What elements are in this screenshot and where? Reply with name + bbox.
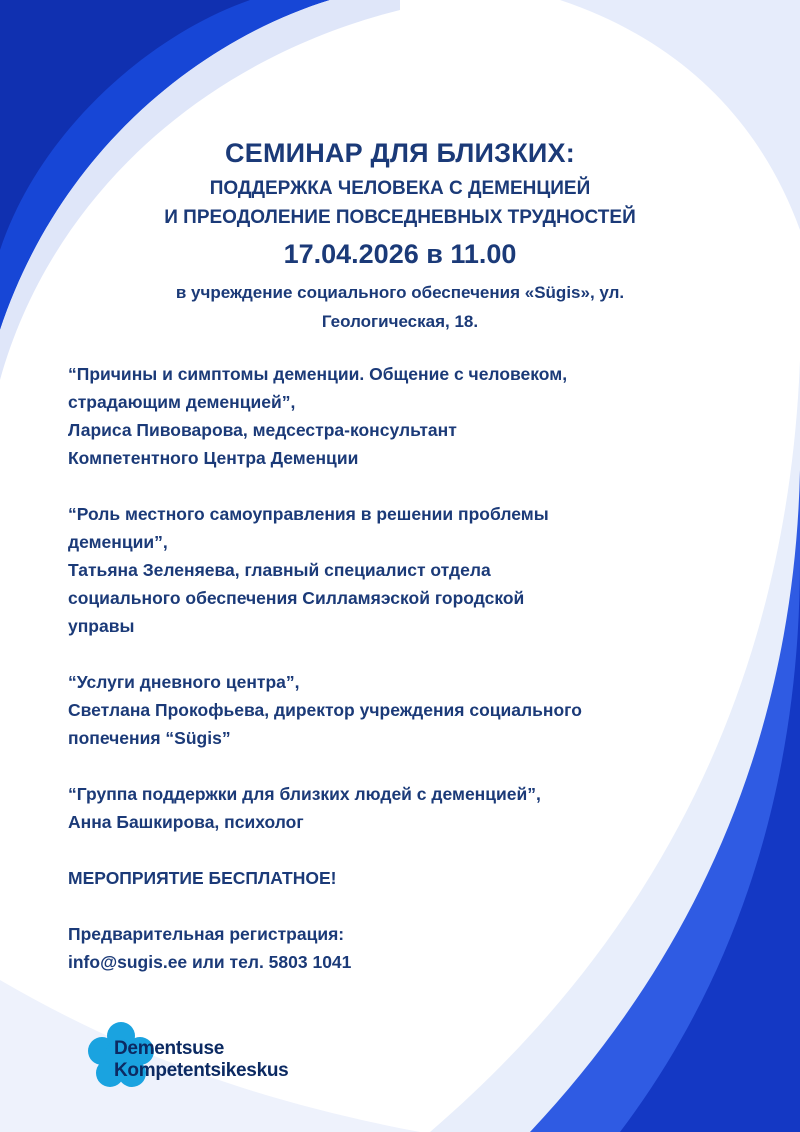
registration-contact: info@sugis.ee или тел. 5803 1041 — [68, 952, 352, 972]
talk-line: “Причины и симптомы деменции. Общение с человеком, — [68, 364, 568, 384]
event-date: 17.04.2026 в 11.00 — [283, 239, 517, 269]
talk-line: Светлана Прокофьева, директор учреждения социального — [68, 700, 582, 720]
program — [68, 360, 738, 976]
free-event-notice: МЕРОПРИЯТИЕ БЕСПЛАТНОЕ! — [68, 868, 337, 888]
talk-line: деменции”, — [68, 532, 168, 552]
logo-text — [114, 1038, 288, 1082]
talk-line: Татьяна Зеленяева, главный специалист отдела — [68, 560, 491, 580]
talk-item — [68, 780, 738, 836]
talk-item — [68, 668, 738, 752]
talk-list — [68, 360, 738, 836]
talk-line: Лариса Пивоварова, медсестра-консультант — [68, 420, 457, 440]
talk-line: “Роль местного самоуправления в решении проблемы — [68, 504, 549, 524]
talk-line: попечения “Sügis” — [68, 728, 231, 748]
talk-item — [68, 360, 738, 472]
talk-line: социального обеспечения Силламяэской городской — [68, 588, 525, 608]
talk-line: Компетентного Центра Деменции — [68, 448, 359, 468]
talk-line: Анна Башкирова, психолог — [68, 812, 304, 832]
talk-item — [68, 500, 738, 640]
venue-line-1: в учреждение социального обеспечения «Sügis», ул. — [175, 283, 625, 302]
logo-line-2: Kompetentsikeskus — [114, 1060, 289, 1081]
dementia-centre-logo — [84, 1018, 364, 1092]
event-header — [90, 136, 710, 336]
registration — [68, 920, 738, 976]
event-title: СЕМИНАР ДЛЯ БЛИЗКИХ: — [225, 138, 575, 168]
talk-line: “Услуги дневного центра”, — [68, 672, 300, 692]
registration-label: Предварительная регистрация: — [68, 924, 345, 944]
logo-line-1: Dementsuse — [114, 1038, 224, 1059]
venue-line-2: Геологическая, 18. — [321, 312, 479, 331]
event-subtitle — [90, 174, 710, 232]
subtitle-line-2: И ПРЕОДОЛЕНИЕ ПОВСЕДНЕВНЫХ ТРУДНОСТЕЙ — [164, 207, 636, 228]
talk-line: “Группа поддержки для близких людей с деменцией”, — [68, 784, 541, 804]
subtitle-line-1: ПОДДЕРЖКА ЧЕЛОВЕКА С ДЕМЕНЦИЕЙ — [209, 178, 591, 199]
event-venue — [90, 278, 710, 336]
talk-line: страдающим деменцией”, — [68, 392, 296, 412]
talk-line: управы — [68, 616, 135, 636]
